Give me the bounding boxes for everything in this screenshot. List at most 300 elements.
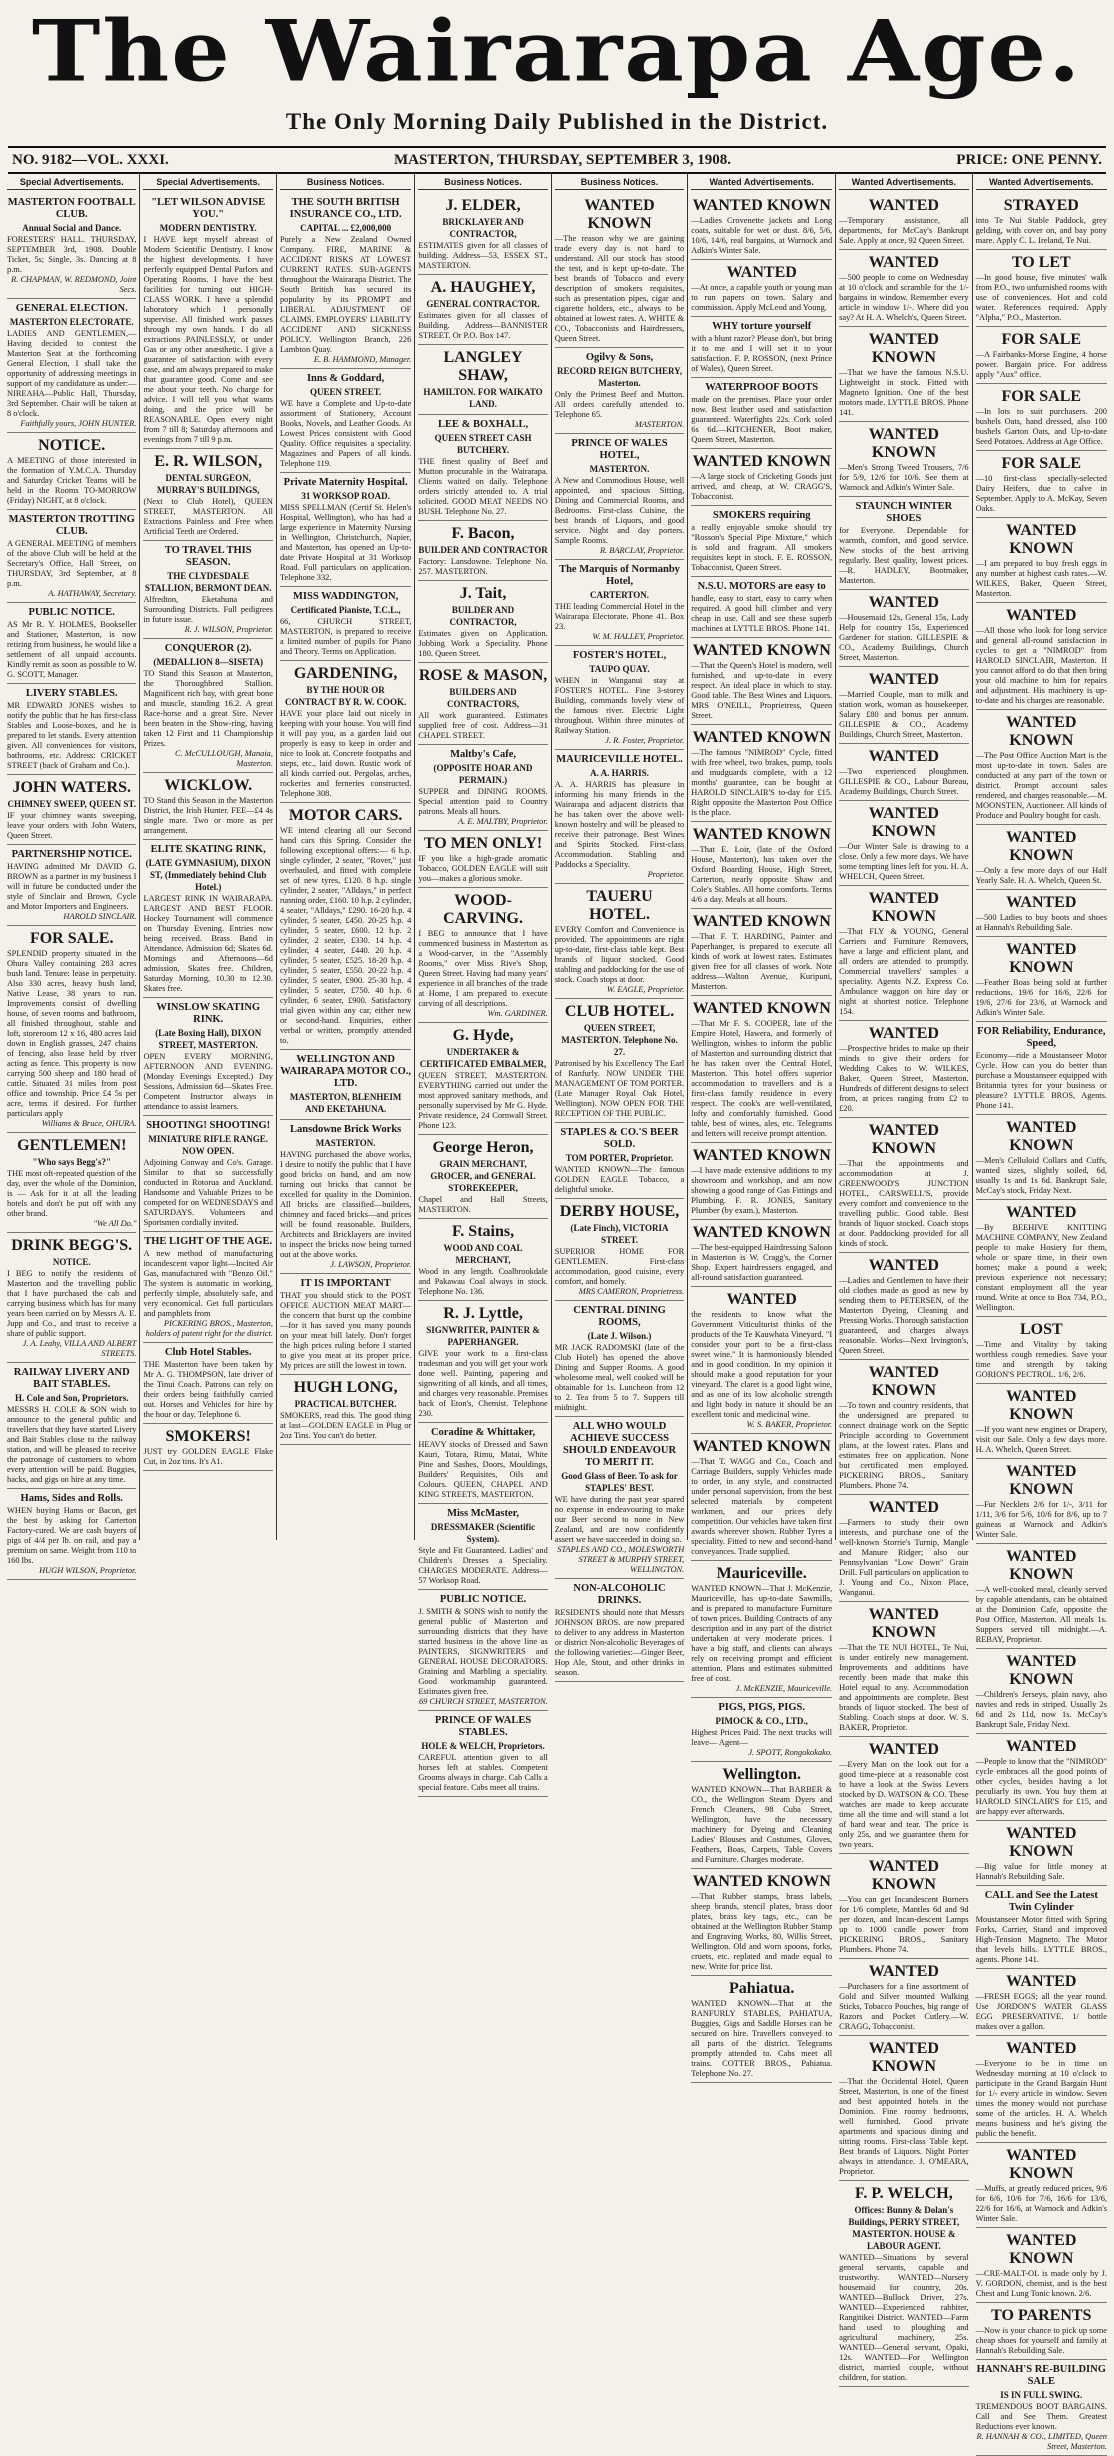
ad-body: WANTED KNOWN—That BARBER & CO., the Wellington Steam Dyers and French Cleaners, 98 Cuba Street, Wellington, have the necessary machinery for Dyeing and Cleaning Ladies' Blouses and Costumes, Gloves, Feathers, Boas, Carpets, Table Covers and Furniture. Charges moderate. (691, 1785, 833, 1864)
ad-subtitle: PIMOCK & CO., LTD., (715, 1716, 808, 1726)
ad-title: NOTICE. (38, 437, 106, 454)
advertisement (7, 433, 136, 510)
advertisement (143, 449, 272, 541)
ad-body: Estimates given on Application. Jobbing Work a Speciality. Phone 180. Queen Street. (418, 629, 548, 658)
ad-title: Coradine & Whittaker, (430, 1427, 536, 1438)
ad-body: —FRESH EGGS; all the year round. Use JORDON'S WATER GLASS EGG PRESERVATIVE. 1/ bottle makes over a gallon. (975, 1992, 1107, 2031)
ad-title: WANTED KNOWN (1006, 1388, 1077, 1423)
ad-body: 66, CHURCH STREET, MASTERTON, is prepared to receive a limited number of pupils for Piano and Theory. Terms on Application. (279, 617, 412, 656)
ad-title: Ogilvy & Sons, (585, 352, 654, 363)
advertisement (418, 1135, 547, 1219)
ad-body: THE finest quality of Beef and Mutton procurable in the Wairarapa. Clients waited on daily. Telephone orders strictly attended to. A trial solicited. GOOD MEAT NEEDS NO BUSH. Telephone No. 27. (418, 457, 548, 516)
ad-title: WANTED (868, 1257, 939, 1274)
advertisement (839, 1360, 968, 1495)
price: PRICE: ONE PENNY. (956, 151, 1102, 168)
advertisement (555, 1579, 684, 1682)
advertisement (691, 638, 832, 725)
advertisement (418, 831, 547, 888)
ad-body: Alfredton, Eketahuna and Surrounding Districts. Full pedigrees in future issue. (143, 595, 273, 624)
advertisement (418, 888, 547, 1023)
ad-body: Estimates given for all classes of Building. Address—BANNISTER STREET. Or P.O. Box 147. (418, 311, 548, 340)
ad-subtitle: TAUPO QUAY. (589, 664, 650, 674)
ad-body: with a blunt razor? Please don't, but bring it to me and I will set it to your satisfaction. F. P. ROSSON, (next Prince of Wales), Queen Street. (691, 334, 833, 373)
ad-title: HANNAH'S RE-BUILDING SALE (976, 2364, 1106, 2387)
advertisement (839, 744, 968, 801)
ad-title: WANTED KNOWN (868, 426, 939, 461)
ad-title: WANTED (1006, 1738, 1077, 1755)
advertisement (691, 449, 832, 506)
ad-title: WANTED KNOWN (868, 1606, 939, 1641)
ad-title: WANTED (1006, 1204, 1077, 1221)
masthead-subtitle: The Only Morning Daily Published in the District. (285, 109, 829, 134)
ad-title: FOR SALE (1001, 331, 1082, 348)
ad-signature: W. EAGLE, Proprietor. (606, 985, 685, 994)
ad-body: a really enjoyable smoke should try "Rosson's Special Pipe Mixture," which is sold and fragrant. All smokers requisites kept in stock. F. E. ROSSON, Tobacconist, Queen Street. (691, 523, 833, 572)
ad-subtitle: UNDERTAKER & CERTIFICATED EMBALMER, (419, 1047, 547, 1069)
ad-subtitle: GENERAL CONTRACTOR. (426, 299, 540, 309)
advertisement (280, 661, 411, 803)
advertisement (691, 506, 832, 577)
ad-title: WANTED (868, 1025, 939, 1042)
advertisement (976, 2303, 1107, 2360)
ad-title: PUBLIC NOTICE. (439, 1594, 527, 1605)
advertisement (976, 1459, 1107, 1544)
advertisement (555, 884, 684, 999)
ad-title: WOOD-CARVING. (443, 892, 523, 927)
ad-subtitle: TOM PORTER, Proprietor. (565, 1153, 674, 1163)
advertisement (7, 1133, 136, 1233)
ad-body: made on the premises. Place your order now. Best leather used and satisfaction guaranteed. Waterfights 22s. Cork soled 6s 6d.—KITCHENER, Boot maker, Queen Street, Masterton. (691, 395, 833, 444)
ad-title: A. HAUGHEY, (430, 279, 536, 296)
ad-title: J. Tait, (459, 585, 507, 602)
ad-body: THE most oft-repeated question of the day, over the whole of the Dominion, is — Ask for it at all the leading hotels and don't be put off with any other brand. (7, 1169, 137, 1218)
columns (4, 174, 1110, 2451)
advertisement (143, 1232, 272, 1343)
advertisement (839, 801, 968, 886)
ad-body: WE have a Complete and Up-to-date assortment of Stationery, Account Books, Novels, and Leather Goods. At Lowest Prices consistent with Good Quality. Office requisites a speciality. Magazines and Papers of all kinds. Telephone 119. (279, 399, 412, 468)
ad-subtitle: CHIMNEY SWEEP, QUEEN ST. (7, 799, 136, 809)
ad-title: George Heron, (432, 1139, 534, 1156)
ad-signature: Proprietor. (647, 870, 685, 879)
ad-body: —To town and country residents, that the undersigned are prepared to connect drainage work on the Septic Principle according to Government plans, at the lowest rates. Plans and estimates free on application. None but certificated men employed. PICKERING BROS., Sanitary Plumbers. Phone 74. (839, 1401, 969, 1490)
advertisement (7, 1363, 136, 1489)
masthead-title: The Wairarapa Age. (31, 1, 1083, 101)
ad-body: —Purchasers for a fine assortment of Gold and Silver mounted Walking Sticks, Tobacco Pouches, big range of Razors and Pocket Cutlery.—W. CRAGG, Tobacconist. (839, 1982, 969, 2031)
ad-title: WANTED KNOWN (1006, 714, 1077, 749)
ad-title: WANTED KNOWN (1006, 1825, 1077, 1860)
ad-title: CLUB HOTEL. (564, 1003, 675, 1020)
ad-title: IT IS IMPORTANT (300, 1278, 391, 1289)
ad-subtitle: "Who says Begg's?" (32, 1157, 111, 1167)
ad-body: Chapel and Hall Streets, MASTERTON. (418, 1195, 548, 1214)
ad-body: —The Post Office Auction Mart is the most up-to-date in town. Sales are conducted at any part of the town or district. Prompt account sales rendered, and charges reasonable.—M. MOONSTEN, Auctioneer. All kinds of Produce and Poultry bought for cash. (975, 751, 1107, 820)
ad-title: RAILWAY LIVERY AND BAIT STABLES. (13, 1367, 130, 1390)
ad-title: SHOOTING! SHOOTING! (146, 1120, 271, 1131)
ad-signature: Wm. GARDINER. (487, 1009, 548, 1018)
ad-title: PRINCE OF WALES HOTEL, (571, 438, 668, 461)
ad-body: —The best-equipped Hairdressing Saloon in Masterton is W. Cragg's, the Corner Shop. Expert hairdressers engaged, and all-round satisfaction guaranteed. (691, 1243, 833, 1282)
ad-title: WANTED KNOWN (692, 642, 831, 659)
ad-body: FORESTERS' HALL. THURSDAY, SEPTEMBER 3rd, 1908. Double Ticket, 5s; Single, 3s. Dancing at 8 p.m. (7, 235, 137, 274)
ad-signature: PICKERING BROS., Masterton, holders of patent right for the district. (145, 1319, 273, 1338)
ad-title: DERBY HOUSE, (559, 1203, 680, 1220)
advertisement (976, 2143, 1107, 2228)
ad-signature: MRS CAMERON, Proprietress. (578, 1287, 685, 1296)
advertisement (7, 775, 136, 845)
ad-subtitle: BUILDERS AND CONTRACTORS, (446, 687, 520, 709)
ad-title: MASTERTON FOOTBALL CLUB. (7, 197, 136, 220)
ad-title: WANTED KNOWN (692, 1873, 831, 1890)
ad-title: SMOKERS! (165, 1428, 251, 1445)
ad-subtitle: CARTERTON. (590, 590, 649, 600)
ad-subtitle: RECORD REIGN BUTCHERY, Masterton. (556, 366, 683, 388)
advertisement (7, 1489, 136, 1580)
ad-body: I BEG to announce that I have commenced business in Masterton as a Wood-carver, in the "Assembly Rooms," over Miss Rive's Shop, Queen Street. Having had many years' experience in all branches of the trade at Home, I am prepared to execute carving of all descriptions. (418, 929, 548, 1008)
ad-body: MR JACK RADOMSKI (late of the Club Hotel) has opened the above Dining and Supper Rooms. A good wholesome meal, well cooked will be obtainable for 1s. Luncheon from 12 to 2. Tea from 5 to 7. Suppers till midnight. (554, 1343, 685, 1412)
advertisement (418, 1423, 547, 1504)
ad-body: GIVE your work to a first-class tradesman and you will get your work done well. Painting, papering and signwriting of all kinds, and all times, and charges very reasonable. Premises back of Eton's, Chemist. Telephone 230. (418, 1349, 548, 1418)
advertisement (7, 926, 136, 1133)
ad-body: HEAVY stocks of Dressed and Sawn Kauri, Totara, Rimu, Matai, White Pine and Sashes, Doors, Mouldings, Builders' Requisites, Oils and Colours. QUEEN, CHAPEL AND KING STREETS, MASTERTON. (418, 1440, 548, 1499)
ad-subtitle: (OPPOSITE HOAR AND PERMAIN.) (433, 763, 533, 785)
ad-title: WANTED KNOWN (692, 197, 831, 214)
advertisement (418, 1301, 547, 1423)
advertisement (280, 1274, 411, 1375)
ad-title: MASTERTON TROTTING CLUB. (8, 514, 135, 537)
ad-body: —Everyone to be in time on Wednesday morning at 10 o'clock to participate in the Grand Bargain Hunt for 1/- every article in window. Seven times the money would not purchase some of the articles. H. A. Whelch means business and he's giving the public the benefit. (975, 2059, 1107, 2138)
column-8 (973, 174, 1110, 2451)
ad-title: Maltby's Cafe, (450, 749, 516, 760)
advertisement (839, 1118, 968, 1253)
ad-body: —Only a few more days of our Half Yearly Sale. H. A. Whelch, Queen St. (975, 866, 1107, 885)
ad-title: WANTED KNOWN (692, 1224, 831, 1241)
ad-title: TO PARENTS (991, 2307, 1092, 2324)
ad-body: —That we have the famous N.S.U. Lightweight in stock. Fitted with Magneto Ignition. One of the best motors made. LYTTLE BROS. Phone 141. (839, 368, 969, 417)
ad-subtitle: MINIATURE RIFLE RANGE. NOW OPEN. (148, 1134, 268, 1156)
ad-body: CAREFUL attention given to all horses left at stables. Competent Grooms always in charge. Cab Calls a special feature. Cabs meet all trains. (418, 1753, 548, 1792)
ad-title: LANGLEY SHAW, (443, 349, 523, 384)
ad-title: WANTED KNOWN (584, 197, 655, 232)
ad-body: —That the Queen's Hotel is modern, well furnished, and up-to-date in every respect. An ideal place in which to stay. Good table. The Best Wines and Liquors. MRS O'NEILL, Proprietress, Queen Street. (691, 661, 833, 720)
ad-subtitle: GRAIN MERCHANT, GROCER, and GENERAL STOREKEEPER, (430, 1159, 536, 1193)
ad-title: WANTED (868, 197, 939, 214)
ad-title: FOR SALE (1001, 388, 1082, 405)
ad-title: LIVERY STABLES. (25, 688, 118, 699)
ad-subtitle: H. Cole and Son, Proprietors. (14, 1393, 129, 1403)
ad-body: SPLENDID property situated in the Ohura Valley containing 283 acres bush land. Tenure: lease in perpetuity. Also 330 acres, heavy bush land, Native Lease, 38 years to run. Improvements consist of dwelling house, of seven rooms and bathroom, all finished throughout, stable and loft, storeroom 12 x 16, 480 acres laid down in English grasses, 247 chains of fencing, also lease held by river acting as fence. This property is now carrying 500 sheep and 180 head of cattle. Situated 31 miles from post office and township. Price £4 5s per acre, terms if desired. For further particulars apply (7, 949, 137, 1118)
ad-body: I BEG to notify the residents of Masterton and the travelling public that I have purchased the cab and carrying business which has for many years been carried on by Messrs A. E. Jupp and Co., and trust to receive a share of public support. (7, 1269, 137, 1338)
ad-body: —CRE-MALT-OL is made only by J. V. GORDON, chemist, and is the best Chest and Lung Tonic known. 2/6. (975, 2269, 1107, 2298)
ad-body: —That E. Loir, (late of the Oxford House, Masterton), has taken over the Oxford Boarding House, High Street, Carterton, nearly opposite Shaw and Cole's Stables. All home comforts. Terms 4/6 a day. Meals at all hours. (691, 845, 833, 904)
column-2 (140, 174, 276, 1540)
ad-body: AS Mr R. Y. HOLMES, Bookseller and Stationer, Masterton, is now retiring from business, he would like a settlement of all unpaid accounts. Kindly remit as soon as possible to W. G. SCOTT, Manager. (7, 620, 137, 679)
ad-body: HAVING purchased the above works, I desire to notify the public that I have good bricks on hand, and am now turning out bricks that cannot be excelled for quality in the Dominion. All bricks are classified—builders, chimney and faced bricks—and prices will be found reasonable. Builders, Architects and Bricklayers are invited to inspect the bricks now being turned out at the above works. (279, 1150, 412, 1259)
ad-title: WANTED KNOWN (692, 913, 831, 930)
ad-body: Highest Prices Paid. The next trucks will leave— Agent— (691, 1728, 833, 1747)
advertisement (7, 684, 136, 775)
ad-title: WANTED (868, 1741, 939, 1758)
ad-subtitle: DENTAL SURGEON, MURRAY'S BUILDINGS, (156, 473, 260, 495)
ad-body: —Married Couple, man to milk and station work, woman as housekeeper. Salary £80 and bonus per annum. GILLESPIE & CO., Academy Buildings, Church Street, Masterton. (839, 690, 969, 739)
ad-body: —That FLY & YOUNG, General Carriers and Furniture Removers, have a large and efficient plant, and all orders are attended to promptly. Commercial travellers' samples a speciality. Agents N.Z. Express Co. Ambulance waggon on hire day or night at shortest notice. Telephone 154. (839, 927, 969, 1016)
ad-body: —I am prepared to buy fresh eggs in any number at highest cash rates.—W. WILKES, Baker, Queen Street, Masterton. (975, 559, 1107, 598)
ad-title: TAUERU HOTEL. (586, 888, 653, 923)
advertisement (280, 803, 411, 1050)
advertisement (691, 317, 832, 378)
ad-body: —If you want new engines or Drapery, visit our Sale. Only a few days more. H. A. Whelch, Queen Street. (975, 1425, 1107, 1454)
advertisement (7, 510, 136, 603)
ad-title: Pahiatua. (729, 1980, 795, 1997)
column-heading: Special Advertisements. (143, 176, 272, 190)
ad-title: THE LIGHT OF THE AGE. (144, 1236, 273, 1247)
ad-subtitle: Annual Social and Dance. (22, 223, 122, 233)
column-3 (277, 174, 415, 1540)
ad-body: All work guaranteed. Estimates supplied free of cost. Address—31 CHAPEL STREET. (418, 711, 548, 740)
ad-subtitle: QUEEN STREET. (309, 387, 382, 397)
advertisement (839, 1737, 968, 1854)
ad-body: —A well-cooked meal, cleanly served by capable attendants, can be obtained at the Dominion Cafe, opposite the Post Office, Masterton. All meals 1s. Suppers served till midnight.—A. REBAY, Proprietor. (975, 1585, 1107, 1644)
ad-signature: A. HATHAWAY, Secretary. (48, 589, 137, 598)
ad-title: WHY torture yourself (712, 321, 812, 332)
ad-title: NON-ALCOHOLIC DRINKS. (573, 1583, 666, 1606)
ad-body: —I have made extensive additions to my showroom and workshop, and am now showing a good range of Gas Fittings and Plumbing. F. R. JONES, Sanitary Plumber (by exam.), Masterton. (691, 1166, 833, 1215)
advertisement (555, 750, 684, 884)
ad-body: —Farmers to study their own interests, and purchase one of the well-known Storrie's Turnip, Mangle and Manure Ridger; also our Pennsylvanian "Low Down" Grain Drill. Full particulars on application to J. Young and Co., Nixon Place, Wanganui. (839, 1518, 969, 1597)
advertisement (691, 1869, 832, 1976)
ad-title: WANTED KNOWN (1006, 829, 1077, 864)
ad-title: WANTED KNOWN (1006, 1653, 1077, 1688)
ad-body: A New and Commodious House, well appointed, and spacious Sitting, Dining and Commercial Rooms, and Bedrooms. First-class Cuisine, the best brands of Liquors, and good service. Night and day porters. Sample Rooms. (554, 476, 685, 545)
ad-title: HUGH LONG, (293, 1379, 398, 1396)
ad-body: —A Fairbanks-Morse Engine, 4 horse power. Bargain price. For address apply "Aux" office. (975, 350, 1107, 379)
advertisement (976, 250, 1107, 327)
ad-body: —Big value for little money at Hannah's Rebuilding Sale. (975, 1862, 1107, 1881)
ad-title: E. R. WILSON, (154, 453, 263, 470)
ad-body: IF your chimney wants sweeping, leave your orders with John Waters, Queen Street. (7, 811, 137, 840)
ad-title: WANTED KNOWN (1006, 1119, 1077, 1154)
ad-title: WANTED KNOWN (692, 826, 831, 843)
ad-body: TO Stand this Season in the Masterton District, the Irish Hunter. FEE—£4 4s single mare. Two or more as per arrangement. (143, 796, 273, 835)
ad-body: —All those who look for long service and general all-round satisfaction in cycles to get a "NIMROD" from HAROLD SINCLAIR, Masterton. If you cannot afford to do that then bring your old machine to him for repairs and adjustment. His machinery is up-to-date and his charges are reasonable. (975, 626, 1107, 705)
ad-subtitle: BY THE HOUR OR CONTRACT BY R. W. COOK. (284, 685, 407, 707)
ad-body: LARGEST RINK IN WAIRARAPA. LARGEST AND BEST FLOOR. Hockey Tournament will commence on Thursday Evening. Entries now being received. Brass Band in Attendance. Admission 6d; Skates 6d. Mornings and Afternoons—6d admission, Skates free. Children, Saturday Morning, 10.30 to 12.30. Skates free. (143, 894, 273, 993)
ad-subtitle: (Late Boxing Hall), DIXON STREET, MASTERTON. (155, 1028, 262, 1050)
ad-body: Purely a New Zealand Owned Company. FIRE, MARINE & ACCIDENT RISKS AT LOWEST CURRENT RATES. SUB-AGENTS throughout the Wairarapa District. The South British has secured its popularity by its PROMPT and LIBERAL ADJUSTMENT OF CLAIMS. EMPLOYERS' LIABILITY ACCIDENT AND SICKNESS POLICY. Wellington Branch, 226 Lambton Quay. (279, 235, 412, 354)
ad-body: —Now is your chance to pick up some cheap shoes for yourself and family at Hannah's Rebuilding Sale. (975, 2326, 1107, 2355)
column-heading: Special Advertisements. (7, 176, 136, 190)
advertisement (280, 587, 411, 661)
ad-body: Adjoining Conway and Co's. Garage. Similar to that so successfully conducted in Rotorua and Auckland. Handsome and Valuable Prizes to be competed for on WEDNESDAYS and SATURDAYS. Volunteers and Sportsmen cordially invited. (143, 1158, 273, 1227)
advertisement (691, 909, 832, 996)
ad-title: GENTLEMEN! (17, 1137, 127, 1154)
ad-body: —Ladies and Gentlemen to have their old clothes made as good as new by sending them to PETERSEN, of the Masterton Dyeing, Cleaning and Pressing Works. Thorough satisfaction guaranteed, and charges always reasonable. Works—Next Irvington's, Queen Street. (839, 1276, 969, 1355)
ad-body: —Our Winter Sale is drawing to a close. Only a few more days. We have some tempting lines left for you. H. A. WHELCH, Queen Street. (839, 842, 969, 881)
place-date: MASTERTON, THURSDAY, SEPTEMBER 3, 1908. (394, 151, 732, 168)
advertisement (691, 1287, 832, 1434)
ad-subtitle: QUEEN STREET CASH BUTCHERY. (434, 433, 532, 455)
ad-title: WANTED (726, 1291, 797, 1308)
ad-body: WHEN in Wanganui stay at FOSTER'S HOTEL. Fine 3-storey Building, commands lovely view of the famous river. Electric Light throughout. Within three minutes of Railway Station. (554, 676, 685, 735)
ad-title: WANTED KNOWN (692, 729, 831, 746)
ad-title: J. ELDER, (445, 197, 521, 214)
ad-title: SMOKERS requiring (712, 510, 811, 521)
ad-subtitle: QUEEN STREET, MASTERTON. Telephone No. 27. (561, 1023, 678, 1057)
ad-body: SMOKERS, read this. The good thing at last—GOLDEN EAGLE in Plug or 2oz Tins. You can't do better. (279, 1411, 412, 1440)
ad-title: N.S.U. MOTORS are easy to (697, 581, 826, 592)
ad-title: WANTED KNOWN (1006, 2232, 1077, 2267)
ad-body: —That the Occidental Hotel, Queen Street, Masterton, is one of the finest and best appointed hotels in the Dominion. Fine roomy bedrooms, well furnished. Good private apartments and spacious dining and sitting rooms. First-class Table kept. Best brands of Liquors. Night Porter always in attendance. J. O'MEARA, Proprietor. (839, 2077, 969, 2176)
ad-title: WANTED KNOWN (868, 331, 939, 366)
advertisement (143, 1116, 272, 1232)
ad-body: —That the TE NUI HOTEL, Te Nui, is under entirely new management. Improvements and additions have recently been made that make this Hotel equal to any. Accommodation and appointments are complete. Best brands of liquor stocked. The best of Stabling. Coach stops at door. W. S. BAKER, Proprietor. (839, 1643, 969, 1732)
ad-title: F. Bacon, (451, 525, 515, 542)
ad-body: into Te Nui Stable Paddock, grey gelding, with cover on, and bay pony mare. Apply C. L. Ireland, Te Nui. (975, 216, 1107, 245)
advertisement (7, 1233, 136, 1363)
ad-title: Lansdowne Brick Works (290, 1124, 402, 1135)
advertisement (418, 193, 547, 275)
column-5 (552, 174, 688, 1677)
advertisement (976, 1022, 1107, 1115)
ad-body: A MEETING of those interested in the formation of Y.M.C.A. Thursday and Saturday Cricket Teams will be held in the Rooms TO-MORROW (Friday) NIGHT, at 8 o'clock. (7, 456, 137, 505)
advertisement (7, 603, 136, 684)
advertisement (418, 663, 547, 745)
ad-title: WANTED (868, 254, 939, 271)
ad-title: WINSLOW SKATING RINK. (156, 1002, 261, 1025)
ad-body: —That Rubber stamps, brass labels, sheep brands, stencil plates, brass door plates, brass key tags, etc., can be obtained at the Wellington Rubber Stamp and Engraving Works, 80, Willis Street, Wellington. Old and worn spoons, forks, cruets, etc. replated and made equal to new. Write for price list. (691, 1892, 833, 1971)
ad-subtitle: SIGNWRITER, PAINTER & PAPERHANGER. (426, 1325, 540, 1347)
advertisement (280, 473, 411, 587)
advertisement (7, 845, 136, 926)
ad-body: THE leading Commercial Hotel in the Wairarapa Electorate. Phone 41. Box 23. (554, 602, 685, 631)
ad-title: WANTED KNOWN (692, 1147, 831, 1164)
ad-body: (Next to Club Hotel), QUEEN STREET, MASTERTON. All Extractions Painless and Free when Artificial Teeth are Ordered. (143, 497, 273, 536)
advertisement (976, 1115, 1107, 1200)
advertisement (143, 998, 272, 1116)
ad-body: WE have during the past year spared no expense in endeavouring to make our Beer second to none in New Zealand, and are now confidently assert we have succeeded in doing so. (554, 1495, 685, 1544)
advertisement (691, 378, 832, 449)
ad-subtitle: (Late Finch), VICTORIA STREET. (570, 1223, 669, 1245)
advertisement (691, 577, 832, 638)
ad-title: PIGS, PIGS, PIGS. (718, 1702, 806, 1713)
ad-title: R. J. Lyttle, (443, 1305, 523, 1322)
column-heading: Wanted Advertisements. (976, 176, 1107, 190)
advertisement (418, 521, 547, 581)
advertisement (839, 497, 968, 590)
ad-title: WANTED KNOWN (1006, 522, 1077, 557)
advertisement (418, 1590, 547, 1711)
ad-title: MOTOR CARS. (288, 807, 403, 824)
ad-title: WELLINGTON AND WAIRARAPA MOTOR CO., LTD. (280, 1054, 412, 1089)
ad-signature: R. CHAPMAN, W. REDMOND, Joint Secs. (11, 275, 137, 294)
ad-body: J. SMITH & SONS wish to notify the general public of Masterton and surrounding districts that they have started business in the above line as PAINTERS, SIGNWRITERS and GENERAL HOUSE DECORATORS. Graining and Marbling a speciality. Good workmanship guaranteed. Estimates given free. (418, 1607, 548, 1696)
advertisement (976, 384, 1107, 451)
advertisement (691, 193, 832, 260)
ad-subtitle: Offices: Bunny & Dolan's Buildings, PERRY STREET, MASTERTON. HOUSE & LABOUR AGENT. (848, 2205, 960, 2251)
advertisement (976, 327, 1107, 384)
advertisement (280, 1050, 411, 1120)
advertisement (976, 2228, 1107, 2303)
advertisement (7, 299, 136, 433)
advertisement (555, 999, 684, 1123)
advertisement (418, 345, 547, 415)
ad-body: QUEEN STREET, MASTERTON. EVERYTHING carried out under the most approved sanitary methods, and personally supervised by Mr G. Hyde. Private residence, 24 Cornwall Street. Phone 123. (418, 1071, 548, 1130)
ad-body: —The reason why we are gaining trade every day is not hard to understand. All our stock has stood the test, and is kept up-to-date. The best brands of Tobacco and every description of smokers requisites, such as presentation pipes, cigar and cigarette holders, etc., always to be obtained at lowest rates. A. WHITE & CO., Tobacconists and Hairdressers, Queen Street. (554, 234, 685, 343)
ad-body: HAVE your place laid out nicely in keeping with your house. You will find it will pay you, as a garden laid out properly is easy to keep in order and nice to look at. Concrete footpaths and steps, etc., laid down. Rustic work of all kinds carried out. Pergolas, arches, rockeries and ferneries constructed. Telephone 308. (279, 709, 412, 798)
ad-body: —In lots to suit purchasers. 200 bushels Oats, hand dressed, also 100 bushels Garton Oats, and Up-to-date Seed Potatoes. Address at Age Office. (975, 407, 1107, 446)
advertisement (280, 369, 411, 473)
ad-body: —You can get Incandescent Burners for 1/6 complete, Mantles 6d and 9d per dozen, and Incan-descent Lamps up to 1000 candle power from PICKERING BROS., Sanitary Plumbers. Phone 74. (839, 1895, 969, 1954)
column-7 (836, 174, 972, 2382)
advertisement (691, 1976, 832, 2083)
ad-signature: R. J. WILSON, Proprietor. (184, 625, 273, 634)
ad-body: —Feather Boas being sold at further reductions. 19/6 for 16/6, 22/6 for 19/6, 27/6 for 23/6, at Warnock and Adkin's Winter Sale. (975, 978, 1107, 1017)
ad-body: WANTED KNOWN—That J. McKenzie, Mauriceville, has up-to-date Sawmills, and is prepared to manufacture Furniture of town prices. Building Contracts of any description and in any part of the district undertaken at very moderate prices. I have a big staff, and clients can always rely on receiving prompt and efficient attention. Plans and estimates submitted free of cost. (691, 1584, 833, 1683)
advertisement (555, 348, 684, 434)
ad-body: TO Stand this Season at Masterton, the Thoroughbred Stallion. Magnificent rich bay, with great bone and muscle, standing 16.2. A great Race-horse and a great Sire. Never been beaten in the Show-ring, having taken 12 First and 11 Championship Prizes. (143, 669, 273, 748)
advertisement (976, 825, 1107, 890)
advertisement (691, 1434, 832, 1561)
advertisement (976, 603, 1107, 710)
advertisement (976, 1544, 1107, 1649)
ad-subtitle: (Late J. Wilson.) (587, 1331, 652, 1341)
ad-title: TO MEN ONLY! (423, 835, 543, 852)
advertisement (691, 996, 832, 1143)
ad-title: CALL and See the Latest Twin Cylinder (984, 1890, 1098, 1913)
ad-body: —500 people to come on Wednesday at 10 o'clock and scramble for the 1/- bargains in window. Remember every article in window 1/-. Where did you say? At H. A. Whelch's, Queen Street. (839, 273, 969, 322)
issue-number: NO. 9182—VOL. XXXI. (12, 151, 169, 168)
ad-subtitle: MODERN DENTISTRY. (159, 223, 257, 233)
ad-signature: "We All Do." (93, 1219, 137, 1228)
advertisement (691, 1561, 832, 1698)
ad-signature: A. E. MALTBY, Proprietor. (458, 817, 548, 826)
ad-title: Wellington. (722, 1766, 802, 1783)
ad-title: WANTED KNOWN (1006, 941, 1077, 976)
advertisement (418, 581, 547, 663)
column-1 (4, 174, 140, 1575)
advertisement (7, 193, 136, 299)
ad-signature: HUGH WILSON, Proprietor. (39, 1566, 137, 1575)
ad-body: —Prospective brides to make up their minds to give their orders for Wedding Cakes to W. WILKES, Baker, Queen Street, Masterton. Hundreds of different designs to select from, at prices ranging from £2 to £20. (839, 1044, 969, 1113)
ad-body: the residents to know what the Government Viticulturist thinks of the products of the Te Kauwhata Vineyard. "I consider your port to be a first-class sweet wine." It is harmoniously blended and in good condition. In my opinion it should make a good reputation for your vineyard. The claret is a good light wine, and as one of its low alcoholic strength and light body in nature it should be an excellent tonic and medicinal wine. (691, 1310, 833, 1419)
column-heading: Wanted Advertisements. (691, 176, 832, 190)
ad-subtitle: (MEDALLION 8—SISETA) (153, 657, 263, 667)
advertisement (976, 937, 1107, 1022)
advertisement (839, 327, 968, 422)
ad-body: WANTED KNOWN—That at the RANFURLY STABLES, PAHIATUA, Buggies, Gigs and Saddle Horses can be secured on hire. Travellers conveyed to all parts of the district. Telegrams promptly attended to. Cabs meet all trains. COTTER BROS., Pahiatua. Telephone No. 27. (691, 1999, 833, 2078)
ad-body: OPEN EVERY MORNING, AFTERNOON AND EVENING. (Monday Evenings Excepted.) Day Sessions, Admission 6d—Skates Free. Competent Instructor always in attendance to assist learners. (143, 1052, 273, 1111)
advertisement (976, 1317, 1107, 1384)
ad-title: Hams, Sides and Rolls. (20, 1493, 123, 1504)
ad-body: IF you like a high-grade aromatic Tobacco, GOLDEN EAGLE will suit you—makes a glorious smoke. (418, 854, 548, 883)
ad-subtitle: BRICKLAYER AND CONTRACTOR, (442, 217, 524, 239)
advertisement (839, 1959, 968, 2036)
ad-body: handle, easy to start, easy to carry when required. A good hill climber and very cheap in use. Call and see these superb machines at LYTTLE BROS. Phone 141. (691, 594, 833, 633)
ad-body: —500 Ladies to buy boots and shoes at Hannah's Rebuilding Sale. (975, 913, 1107, 932)
advertisement (555, 560, 684, 646)
advertisement (418, 1023, 547, 1135)
ad-title: Club Hotel Stables. (164, 1347, 252, 1358)
ad-title: Inns & Goddard, (306, 373, 385, 384)
ad-title: WANTED KNOWN (1006, 2147, 1077, 2182)
ad-signature: J. LAWSON, Proprietor. (330, 1260, 412, 1269)
ad-signature: R. BARCLAY, Proprietor. (599, 546, 685, 555)
ad-signature: J. SPOTT, Rongokokako. (748, 1748, 833, 1757)
ad-body: —Men's Celluloid Collars and Cuffs, wanted sizes, slightly soiled, 6d, usually 1s and 1s 6d. Bankrupt Sale, McCay's stock, Friday Next. (975, 1156, 1107, 1195)
ad-body: for Everyone. Dependable for warmth, comfort, and good service. New stocks of the best arriving regularly. Best quality, lowest prices.—R. HADLEY, Bootmaker, Masterton. (839, 526, 969, 585)
ad-signature: HAROLD SINCLAIR. (63, 912, 137, 921)
ad-subtitle: Certificated Pianiste, T.C.L., (290, 605, 401, 615)
advertisement (555, 646, 684, 750)
